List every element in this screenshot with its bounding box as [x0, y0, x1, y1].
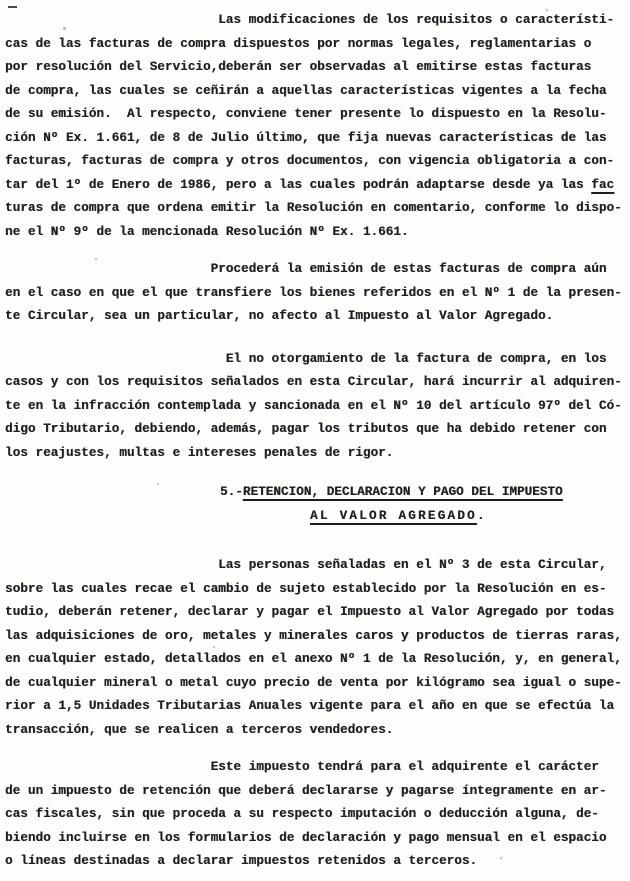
text-line: biendo incluirse en los formularios de declaración y pago mensual en el espacio: [5, 829, 607, 845]
scan-artifact-dot: [546, 9, 548, 11]
text-line: de compra, las cuales se ceñirán a aquellas características vigentes a la fecha: [5, 82, 607, 98]
text-line: digo Tributario, debiendo, además, pagar los tributos que ha debido retener con: [5, 421, 607, 436]
text-line: turas de compra que ordena emitir la Resolución en comentario, conforme lo dispo-: [5, 200, 622, 215]
text-line: en el caso en que el que transfiere los bienes referidos en el Nº 1 de la presen-: [5, 284, 622, 300]
text-line: facturas, facturas de compra y otros documentos, con vigencia obligatoria a con-: [5, 153, 615, 168]
scan-artifact-dot: [500, 857, 502, 859]
text-line: sobre las cuales recae el cambio de sujeto establecido por la Resolución en es-: [5, 580, 607, 596]
paragraph-5: [5, 755, 630, 873]
text-line: las adquisiciones de oro, metales y minerales caros y productos de tierras raras,: [5, 627, 622, 643]
heading-title-part-1: RETENCION, DECLARACION Y PAGO DEL IMPUESTO: [242, 484, 563, 499]
text-line: El no otorgamiento de la factura de compra, en los: [225, 350, 607, 366]
text-line: de un impuesto de retención que deberá declararse y pagarse íntegramente en ar-: [5, 782, 607, 798]
text-line: [5, 173, 630, 197]
heading-line-2: [5, 504, 630, 528]
text-line: rior a 1,5 Unidades Tributarias Anuales vigente para el año en que se efectúa la: [5, 698, 615, 713]
text-line: en cualquier estado, detallados en el anexo Nº 1 de la Resolución, y, en general,: [5, 651, 622, 666]
paragraph-1: [5, 8, 630, 243]
text-line: transacción, que se realicen a terceros vendedores.: [5, 721, 394, 737]
text-line: Este impuesto tendrá para el adquirente el carácter: [210, 759, 599, 774]
text-line: ción Nº Ex. 1.661, de 8 de Julio último, que fija nuevas características de las: [5, 129, 607, 145]
underlined-syllable: fac: [591, 176, 615, 192]
scan-artifact-dot: [157, 483, 159, 485]
text-line: Las modificaciones de los requisitos o característi-: [218, 12, 615, 27]
text-line: cas fiscales, sin que proceda a su respecto imputación o deducción alguna, de-: [5, 806, 599, 821]
scan-artifact-dot: [95, 258, 97, 260]
scan-artifact-dot: [213, 646, 215, 648]
text-line: de su emisión. Al respecto, conviene tener presente lo dispuesto en la Resolu-: [5, 106, 607, 121]
text-line: te en la infracción contemplada y sancionada en el Nº 10 del artículo 97º del Có-: [5, 397, 622, 413]
text-line: te Circular, sea un particular, no afecto al Impuesto al Valor Agregado.: [5, 308, 554, 323]
section-number: 5.-: [220, 484, 243, 499]
text-line: de cualquier mineral o metal cuyo precio de venta por kilógramo sea igual o supe-: [5, 674, 622, 690]
heading-title-part-2: AL VALOR AGREGADO: [310, 507, 477, 523]
paragraph-3: [5, 347, 630, 465]
heading-line-1: [5, 480, 630, 504]
scan-artifact-dot: [63, 27, 66, 30]
text-segment: tar del 1º de Enero de 1986, pero a las cuales podrán adaptarse desde ya las: [5, 176, 592, 192]
paragraph-2: [5, 257, 630, 328]
text-line: los reajustes, multas e intereses penales de rigor.: [5, 444, 394, 460]
scan-artifact-dash: [8, 6, 17, 8]
text-line: cas de las facturas de compra dispuestos por normas legales, reglamentarias o: [5, 35, 592, 51]
text-line: Procederá la emisión de estas facturas de compra aún: [210, 261, 607, 276]
text-line: tudio, deberán retener, declarar y pagar el Impuesto al Valor Agregado por todas: [5, 604, 615, 619]
text-line: Las personas señaladas en el Nº 3 de esta Circular,: [218, 557, 607, 572]
text-line: o líneas destinadas a declarar impuestos retenidos a terceros.: [5, 853, 478, 868]
section-heading: [5, 480, 630, 527]
text-line: casos y con los requisitos señalados en esta Circular, hará incurrir al adquiren-: [5, 374, 622, 389]
text-line: por resolución del Servicio,deberán ser observadas al emitirse estas facturas: [5, 59, 592, 74]
heading-period: .: [476, 507, 485, 523]
text-line: ne el Nº 9º de la mencionada Resolución Nº Ex. 1.661.: [5, 223, 409, 239]
paragraph-4: [5, 553, 630, 741]
